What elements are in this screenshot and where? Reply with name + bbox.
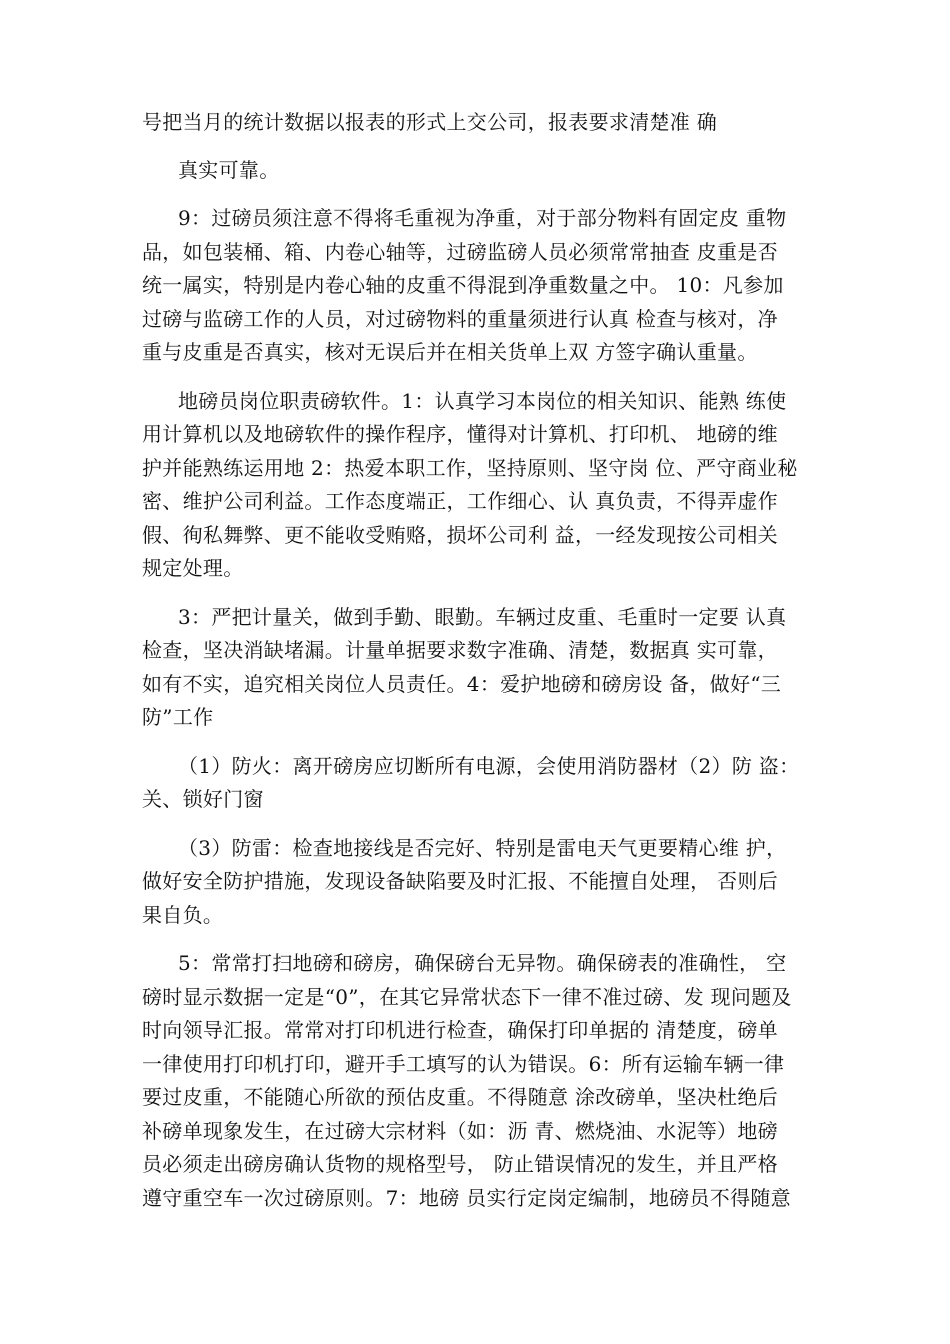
text-line: 号把当月的统计数据以报表的形式上交公司，报表要求清楚准 确	[142, 110, 718, 134]
paragraph-p3	[142, 202, 832, 370]
text-line: 果自负。	[142, 902, 224, 927]
text-line: 磅时显示数据一定是“0”，在其它异常状态下一律不准过磅、发 现问题及	[142, 984, 792, 1009]
text-line: 员必须走出磅房确认货物的规格型号， 防止错误情况的发生，并且严格	[142, 1152, 778, 1176]
text-line: 3：严把计量关，做到手勤、眼勤。车辆过皮重、毛重时一定要 认真	[178, 604, 787, 629]
text-line: 遵守重空车一次过磅原则。7：地磅 员实行定岗定编制，地磅员不得随意	[142, 1185, 791, 1210]
text-line: （3）防雷：检查地接线是否完好、特别是雷电天气更要精心维 护，	[178, 835, 787, 860]
document-page	[142, 106, 832, 1230]
paragraph-p7	[142, 832, 832, 933]
text-line: 规定处理。	[142, 556, 244, 580]
text-line: 一律使用打印机打印，避开手工填写的认为错误。6：所有运输车辆一律	[142, 1051, 785, 1076]
text-line: 假、徇私舞弊、更不能收受贿赂，损坏公司利 益，一经发现按公司相关	[142, 522, 778, 547]
paragraph-p6	[142, 750, 832, 817]
text-line: 如有不实，追究相关岗位人员责任。4：爱护地磅和磅房设 备，做好“三	[142, 671, 782, 696]
text-line: 检查，坚决消缺堵漏。计量单据要求数字准确、清楚，数据真 实可靠，	[142, 638, 778, 662]
text-line: 补磅单现象发生，在过磅大宗材料（如：沥 青、燃烧油、水泥等）地磅	[142, 1118, 778, 1143]
text-line: 过磅与监磅工作的人员，对过磅物料的重量须进行认真 检查与核对，净	[142, 306, 778, 331]
text-line: 关、锁好门窗	[142, 787, 264, 811]
text-line: 用计算机以及地磅软件的操作程序，懂得对计算机、打印机、 地磅的维	[142, 422, 778, 446]
text-line: 要过皮重，不能随心所欲的预估皮重。不得随意 涂改磅单，坚决杜绝后	[142, 1085, 778, 1109]
text-line: 密、维护公司利益。工作态度端正，工作细心、认 真负责，不得弄虚作	[142, 489, 778, 513]
text-line: 护并能熟练运用地 2：热爱本职工作，坚持原则、坚守岗 位、严守商业秘	[142, 455, 798, 480]
text-line: 真实可靠。	[178, 157, 280, 182]
paragraph-p4	[142, 385, 832, 586]
text-line: 9：过磅员须注意不得将毛重视为净重，对于部分物料有固定皮 重物	[178, 206, 787, 230]
paragraph-p5	[142, 601, 832, 735]
text-line: 防”工作	[142, 705, 214, 729]
text-line: 地磅员岗位职责磅软件。1：认真学习本岗位的相关知识、能熟 练使	[178, 388, 787, 413]
text-line: （1）防火：离开磅房应切断所有电源，会使用消防器材（2）防 盗：	[178, 753, 800, 778]
text-line: 做好安全防护措施，发现设备缺陷要及时汇报、不能擅自处理， 否则后	[142, 869, 778, 893]
text-line: 品，如包装桶、箱、内卷心轴等，过磅监磅人员必须常常抽查 皮重是否	[142, 239, 778, 264]
paragraph-p1	[142, 106, 832, 140]
paragraph-p8	[142, 947, 832, 1215]
text-line: 时向领导汇报。常常对打印机进行检查，确保打印单据的 清楚度，磅单	[142, 1018, 778, 1042]
text-line: 统一属实，特别是内卷心轴的皮重不得混到净重数量之中。 10：凡参加	[142, 273, 784, 297]
paragraph-p2	[142, 154, 832, 188]
text-line: 重与皮重是否真实，核对无误后并在相关货单上双 方签字确认重量。	[142, 340, 758, 364]
text-line: 5：常常打扫地磅和磅房，确保磅台无异物。确保磅表的准确性， 空	[178, 951, 787, 975]
